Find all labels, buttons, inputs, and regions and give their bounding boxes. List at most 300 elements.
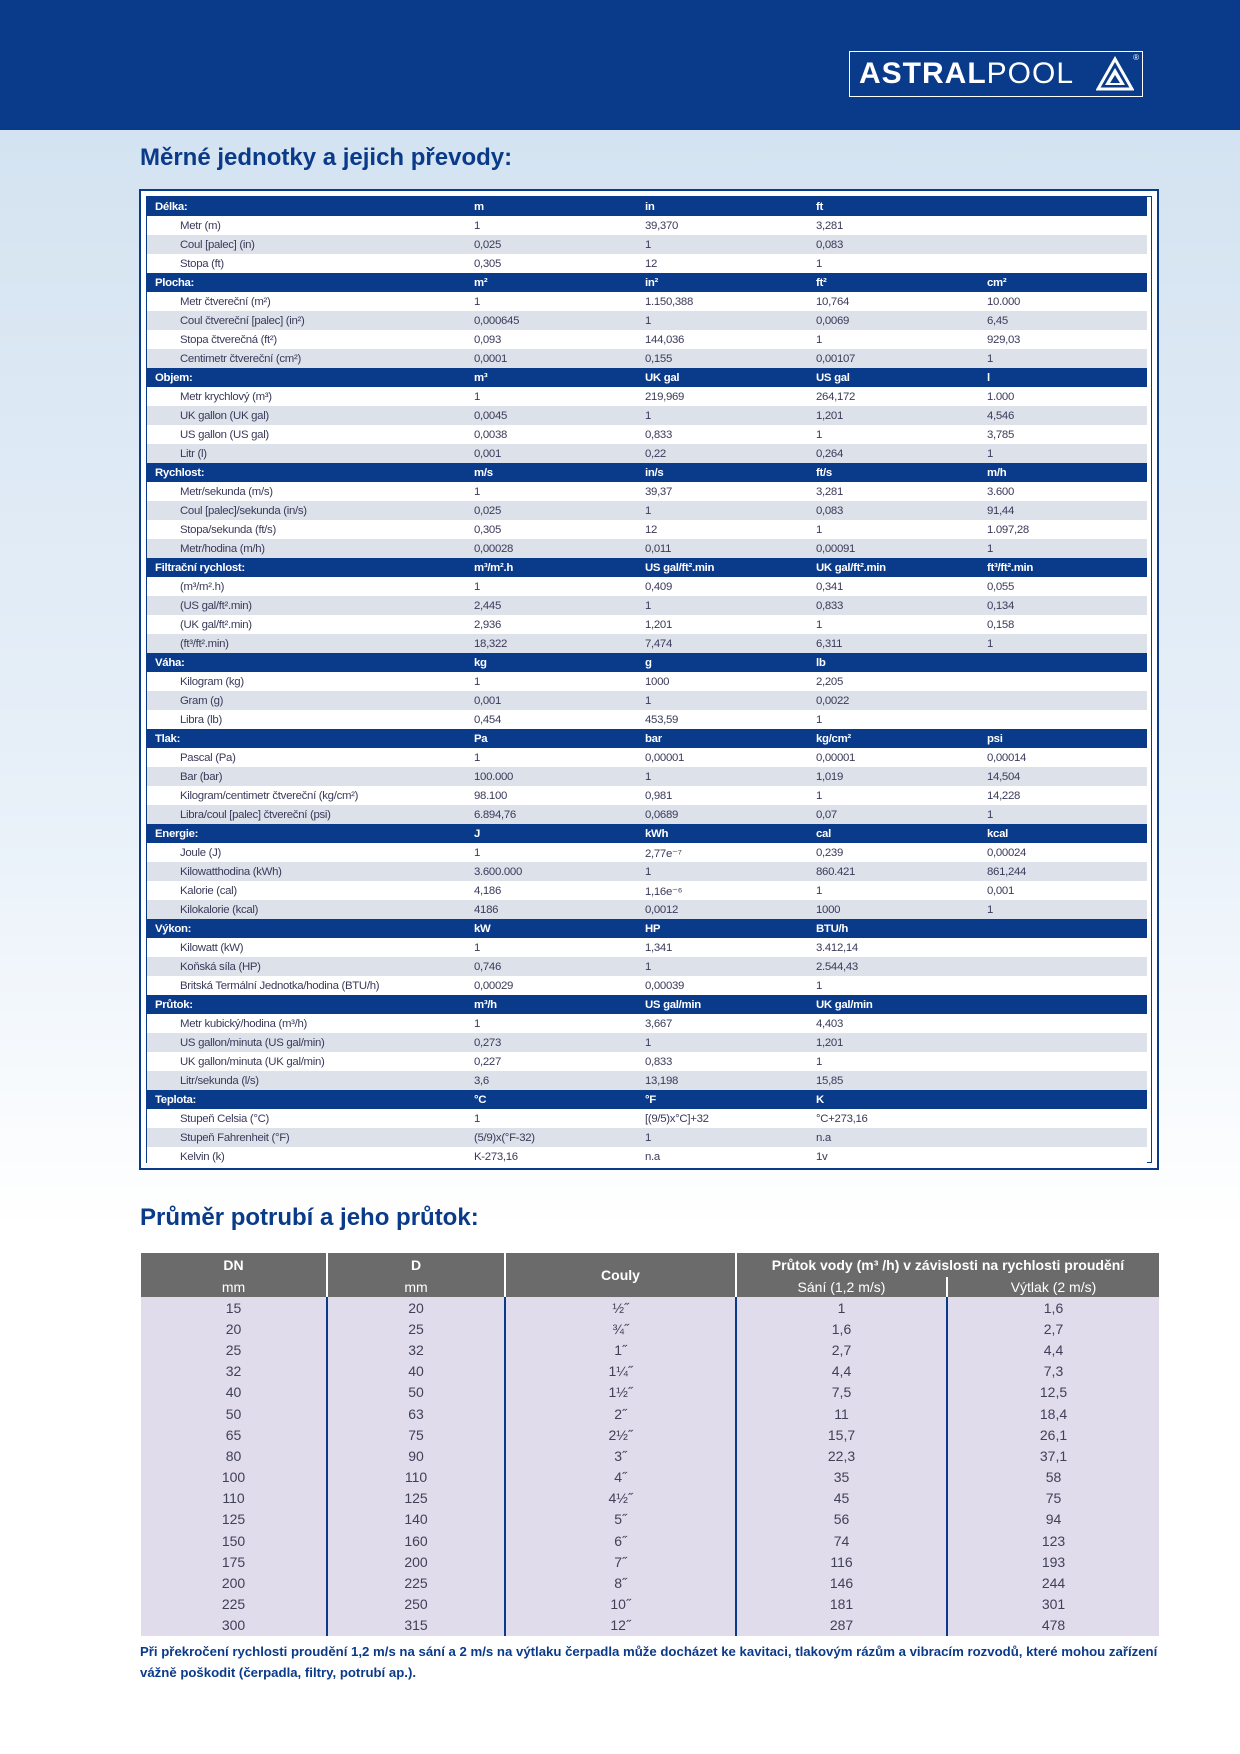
conversion-value-cell: 0,001	[474, 444, 645, 463]
d-cell: 110	[327, 1467, 505, 1488]
conversion-row	[147, 786, 1147, 805]
conversion-section-header	[147, 368, 1147, 387]
conversion-section-header	[147, 197, 1147, 216]
conversion-value-cell	[987, 1128, 1147, 1147]
dn-cell: 40	[141, 1382, 327, 1403]
couly-cell: ¾˝	[505, 1318, 736, 1339]
conversion-value-cell: 0,264	[816, 444, 987, 463]
couly-cell: 1¼˝	[505, 1361, 736, 1382]
unit-label-cell: Litr/sekunda (l/s)	[147, 1071, 474, 1090]
conversion-value-cell: 1,201	[816, 406, 987, 425]
conversion-value-cell: 1	[474, 216, 645, 235]
unit-label-cell: Metr/hodina (m/h)	[147, 539, 474, 558]
conversion-row	[147, 1052, 1147, 1071]
unit-header-cell: kg/cm²	[816, 729, 987, 748]
conversion-value-cell: 861,244	[987, 862, 1147, 881]
conversion-row	[147, 254, 1147, 273]
conversion-value-cell	[987, 691, 1147, 710]
conversion-row	[147, 900, 1147, 919]
pipe-row	[141, 1530, 1159, 1551]
conversion-value-cell: 0,001	[987, 881, 1147, 900]
conversion-value-cell: 0,00024	[987, 843, 1147, 862]
conversion-value-cell: 1000	[645, 672, 816, 691]
pipe-row	[141, 1467, 1159, 1488]
d-cell: 40	[327, 1361, 505, 1382]
dn-cell: 125	[141, 1509, 327, 1530]
conversion-table-frame	[139, 189, 1159, 1170]
conversion-row	[147, 748, 1147, 767]
unit-label-cell: Kilokalorie (kcal)	[147, 900, 474, 919]
conversion-value-cell: 1.150,388	[645, 292, 816, 311]
conversion-value-cell: 2,205	[816, 672, 987, 691]
section-title: Teplota:	[147, 1090, 474, 1109]
section-title: Filtrační rychlost:	[147, 558, 474, 577]
conversion-row	[147, 843, 1147, 862]
conversion-row	[147, 881, 1147, 900]
conversion-value-cell: 13,198	[645, 1071, 816, 1090]
conversion-value-cell: 18,322	[474, 634, 645, 653]
d-cell: 140	[327, 1509, 505, 1530]
suction-flow-cell: 181	[736, 1594, 947, 1615]
conversion-value-cell: 860.421	[816, 862, 987, 881]
conversion-section-header	[147, 558, 1147, 577]
conversion-section-header	[147, 1090, 1147, 1109]
conversion-value-cell: 1	[645, 957, 816, 976]
unit-label-cell: Stupeň Celsia (°C)	[147, 1109, 474, 1128]
unit-label-cell: Kilowatthodina (kWh)	[147, 862, 474, 881]
conversion-value-cell: 0,0069	[816, 311, 987, 330]
conversion-value-cell: 1	[645, 862, 816, 881]
unit-label-cell: Joule (J)	[147, 843, 474, 862]
conversion-value-cell: 1	[816, 976, 987, 995]
conversion-row	[147, 539, 1147, 558]
conversion-value-cell: 1	[645, 767, 816, 786]
conversion-value-cell	[987, 1147, 1147, 1166]
conversion-value-cell: 0,0012	[645, 900, 816, 919]
unit-header-cell: ft/s	[816, 463, 987, 482]
conversion-section-header	[147, 995, 1147, 1014]
unit-label-cell: (UK gal/ft².min)	[147, 615, 474, 634]
conversion-value-cell: 2,445	[474, 596, 645, 615]
registered-mark: ®	[1133, 53, 1139, 62]
couly-cell: 3˝	[505, 1445, 736, 1466]
conversion-value-cell: 39,37	[645, 482, 816, 501]
conversion-value-cell	[987, 672, 1147, 691]
conversion-value-cell	[987, 938, 1147, 957]
conversion-row	[147, 1071, 1147, 1090]
unit-label-cell: Metr (m)	[147, 216, 474, 235]
conversion-value-cell: 1,201	[645, 615, 816, 634]
unit-header-cell: kg	[474, 653, 645, 672]
conversion-row	[147, 862, 1147, 881]
conversion-value-cell: 7,474	[645, 634, 816, 653]
unit-label-cell: Coul [palec] (in)	[147, 235, 474, 254]
unit-header-cell: HP	[645, 919, 816, 938]
section-title: Objem:	[147, 368, 474, 387]
section-title: Délka:	[147, 197, 474, 216]
unit-header-cell: BTU/h	[816, 919, 987, 938]
conversion-value-cell: 1	[816, 330, 987, 349]
conversion-value-cell: 0,981	[645, 786, 816, 805]
suction-header: Sání (1,2 m/s)	[736, 1277, 947, 1297]
unit-label-cell: US gallon (US gal)	[147, 425, 474, 444]
conversion-value-cell	[987, 1071, 1147, 1090]
unit-label-cell: Coul čtvereční [palec] (in²)	[147, 311, 474, 330]
conversion-value-cell: 0,00091	[816, 539, 987, 558]
conversion-value-cell: 1	[474, 672, 645, 691]
conversion-value-cell	[987, 1014, 1147, 1033]
unit-header-cell: Pa	[474, 729, 645, 748]
unit-header-cell: kcal	[987, 824, 1147, 843]
conversion-value-cell: 0,0001	[474, 349, 645, 368]
conversion-value-cell: 14,504	[987, 767, 1147, 786]
brand-wordmark: ASTRALPOOL	[859, 57, 1075, 90]
conversion-value-cell: 1	[816, 254, 987, 273]
unit-header-cell: m/h	[987, 463, 1147, 482]
conversion-row	[147, 1033, 1147, 1052]
conversion-value-cell: 91,44	[987, 501, 1147, 520]
conversion-value-cell: 0,00107	[816, 349, 987, 368]
pipe-section-title: Průměr potrubí a jeho průtok:	[140, 1204, 479, 1231]
conversion-value-cell: 4,403	[816, 1014, 987, 1033]
unit-label-cell: Gram (g)	[147, 691, 474, 710]
conversion-value-cell: 1,019	[816, 767, 987, 786]
couly-cell: 4˝	[505, 1467, 736, 1488]
conversion-row	[147, 482, 1147, 501]
couly-cell: 8˝	[505, 1572, 736, 1593]
discharge-flow-cell: 2,7	[947, 1318, 1159, 1339]
unit-header-cell	[987, 197, 1147, 216]
conversion-row	[147, 425, 1147, 444]
d-cell: 50	[327, 1382, 505, 1403]
discharge-flow-cell: 301	[947, 1594, 1159, 1615]
conversion-value-cell: 0,158	[987, 615, 1147, 634]
discharge-flow-cell: 75	[947, 1488, 1159, 1509]
conversion-value-cell	[987, 1109, 1147, 1128]
conversion-value-cell: 2,77e⁻⁷	[645, 843, 816, 862]
unit-label-cell: Stopa/sekunda (ft/s)	[147, 520, 474, 539]
conversion-value-cell: 0,833	[645, 1052, 816, 1071]
unit-label-cell: UK gallon (UK gal)	[147, 406, 474, 425]
discharge-flow-cell: 1,6	[947, 1297, 1159, 1318]
conversion-value-cell: 1	[645, 1033, 816, 1052]
section-title: Rychlost:	[147, 463, 474, 482]
conversion-value-cell	[987, 1052, 1147, 1071]
conversion-value-cell: 6,45	[987, 311, 1147, 330]
conversion-value-cell: 4186	[474, 900, 645, 919]
couly-cell: 1˝	[505, 1339, 736, 1360]
conversion-value-cell: 1	[474, 1014, 645, 1033]
unit-header-cell: UK gal/min	[816, 995, 987, 1014]
conversion-row	[147, 615, 1147, 634]
conversion-value-cell: 0,22	[645, 444, 816, 463]
unit-header-cell: kW	[474, 919, 645, 938]
conversion-value-cell	[987, 254, 1147, 273]
pipe-row	[141, 1509, 1159, 1530]
d-unit-header: mm	[327, 1277, 505, 1297]
conversion-value-cell: 10,764	[816, 292, 987, 311]
suction-flow-cell: 56	[736, 1509, 947, 1530]
couly-cell: 2½˝	[505, 1424, 736, 1445]
conversion-value-cell: 1	[474, 843, 645, 862]
conversion-row	[147, 957, 1147, 976]
conversion-value-cell: 0,227	[474, 1052, 645, 1071]
conversion-value-cell	[987, 1033, 1147, 1052]
pipe-row	[141, 1403, 1159, 1424]
discharge-flow-cell: 26,1	[947, 1424, 1159, 1445]
discharge-flow-cell: 12,5	[947, 1382, 1159, 1403]
couly-header: Couly	[505, 1253, 736, 1297]
pipe-row	[141, 1318, 1159, 1339]
unit-header-cell: cm²	[987, 273, 1147, 292]
dn-cell: 110	[141, 1488, 327, 1509]
conversion-value-cell: 4,186	[474, 881, 645, 900]
conversion-row	[147, 710, 1147, 729]
conversion-value-cell: 6.894,76	[474, 805, 645, 824]
unit-label-cell: Libra/coul [palec] čtvereční (psi)	[147, 805, 474, 824]
d-cell: 20	[327, 1297, 505, 1318]
conversion-value-cell: 0,093	[474, 330, 645, 349]
conversion-row	[147, 349, 1147, 368]
conversion-row	[147, 501, 1147, 520]
unit-header-cell	[987, 1090, 1147, 1109]
conversion-value-cell: °C+273,16	[816, 1109, 987, 1128]
conversion-value-cell: n.a	[816, 1128, 987, 1147]
suction-flow-cell: 287	[736, 1615, 947, 1636]
discharge-flow-cell: 123	[947, 1530, 1159, 1551]
conversion-row	[147, 444, 1147, 463]
unit-header-cell: cal	[816, 824, 987, 843]
conversion-value-cell: 2,936	[474, 615, 645, 634]
conversion-section-header	[147, 653, 1147, 672]
conversion-row	[147, 672, 1147, 691]
conversion-value-cell: 6,311	[816, 634, 987, 653]
d-cell: 250	[327, 1594, 505, 1615]
section-title: Tlak:	[147, 729, 474, 748]
conversion-value-cell: 0,155	[645, 349, 816, 368]
d-cell: 160	[327, 1530, 505, 1551]
unit-label-cell: Kalorie (cal)	[147, 881, 474, 900]
pipe-row	[141, 1424, 1159, 1445]
unit-header-cell: m/s	[474, 463, 645, 482]
conversion-row	[147, 1014, 1147, 1033]
pipe-row	[141, 1594, 1159, 1615]
suction-flow-cell: 146	[736, 1572, 947, 1593]
conversion-value-cell: 0,011	[645, 539, 816, 558]
conversion-row	[147, 235, 1147, 254]
conversion-value-cell: 0,746	[474, 957, 645, 976]
conversion-row	[147, 634, 1147, 653]
discharge-flow-cell: 18,4	[947, 1403, 1159, 1424]
conversion-value-cell: 1	[987, 539, 1147, 558]
conversion-row	[147, 520, 1147, 539]
conversion-value-cell: n.a	[645, 1147, 816, 1166]
conversion-value-cell: 0,00014	[987, 748, 1147, 767]
discharge-flow-cell: 4,4	[947, 1339, 1159, 1360]
conversion-value-cell	[987, 710, 1147, 729]
unit-header-cell: US gal/ft².min	[645, 558, 816, 577]
conversion-value-cell: 1	[816, 425, 987, 444]
conversion-value-cell: 12	[645, 254, 816, 273]
conversion-value-cell: 0,341	[816, 577, 987, 596]
conversion-value-cell: [(9/5)x°C]+32	[645, 1109, 816, 1128]
conversion-value-cell: 453,59	[645, 710, 816, 729]
suction-flow-cell: 35	[736, 1467, 947, 1488]
unit-label-cell: Libra (lb)	[147, 710, 474, 729]
conversion-value-cell: 1,201	[816, 1033, 987, 1052]
unit-header-cell: lb	[816, 653, 987, 672]
conversion-row	[147, 1109, 1147, 1128]
unit-label-cell: Koňská síla (HP)	[147, 957, 474, 976]
conversion-value-cell: 0,454	[474, 710, 645, 729]
conversion-value-cell: 0,055	[987, 577, 1147, 596]
suction-flow-cell: 1	[736, 1297, 947, 1318]
unit-label-cell: Metr krychlový (m³)	[147, 387, 474, 406]
pipe-table-body	[141, 1297, 1159, 1636]
unit-header-cell	[987, 995, 1147, 1014]
dn-unit-header: mm	[141, 1277, 327, 1297]
conversion-value-cell: 1	[816, 710, 987, 729]
unit-header-cell: l	[987, 368, 1147, 387]
unit-label-cell: Metr/sekunda (m/s)	[147, 482, 474, 501]
conversion-table-body	[147, 197, 1147, 1166]
dn-cell: 20	[141, 1318, 327, 1339]
conversion-value-cell: 0,000645	[474, 311, 645, 330]
d-cell: 315	[327, 1615, 505, 1636]
dn-cell: 100	[141, 1467, 327, 1488]
conversion-row	[147, 311, 1147, 330]
couly-cell: 2˝	[505, 1403, 736, 1424]
conversion-value-cell: 1	[987, 634, 1147, 653]
d-header: D	[327, 1253, 505, 1277]
conversion-value-cell: 1	[645, 235, 816, 254]
conversion-value-cell: 1	[645, 596, 816, 615]
couly-cell: 5˝	[505, 1509, 736, 1530]
conversion-value-cell: 0,833	[645, 425, 816, 444]
conversion-section-header	[147, 824, 1147, 843]
conversion-value-cell: 0,273	[474, 1033, 645, 1052]
conversion-value-cell: 219,969	[645, 387, 816, 406]
dn-cell: 225	[141, 1594, 327, 1615]
section-title: Průtok:	[147, 995, 474, 1014]
conversion-value-cell: 1	[474, 387, 645, 406]
conversion-value-cell: 10.000	[987, 292, 1147, 311]
unit-label-cell: Stupeň Fahrenheit (°F)	[147, 1128, 474, 1147]
section-title: Plocha:	[147, 273, 474, 292]
conversion-value-cell: 0,134	[987, 596, 1147, 615]
flow-header: Průtok vody (m³ /h) v závislosti na rychlosti proudění	[736, 1253, 1159, 1277]
discharge-header: Výtlak (2 m/s)	[947, 1277, 1159, 1297]
d-cell: 125	[327, 1488, 505, 1509]
conversion-value-cell: 0,305	[474, 254, 645, 273]
conversion-table	[147, 197, 1147, 1166]
suction-flow-cell: 45	[736, 1488, 947, 1509]
unit-label-cell: Britská Termální Jednotka/hodina (BTU/h)	[147, 976, 474, 995]
couly-cell: 10˝	[505, 1594, 736, 1615]
conversion-value-cell: 1	[645, 691, 816, 710]
conversion-value-cell: 0,001	[474, 691, 645, 710]
conversion-value-cell: 0,025	[474, 235, 645, 254]
discharge-flow-cell: 244	[947, 1572, 1159, 1593]
conversion-value-cell: 3.600	[987, 482, 1147, 501]
pipe-row	[141, 1615, 1159, 1636]
unit-header-cell: kWh	[645, 824, 816, 843]
dn-header: DN	[141, 1253, 327, 1277]
dn-cell: 300	[141, 1615, 327, 1636]
conversion-value-cell: 3,281	[816, 216, 987, 235]
unit-label-cell: Stopa čtverečná (ft²)	[147, 330, 474, 349]
conversion-row	[147, 938, 1147, 957]
unit-header-cell: g	[645, 653, 816, 672]
unit-label-cell: Kilowatt (kW)	[147, 938, 474, 957]
couly-cell: ½˝	[505, 1297, 736, 1318]
conversion-value-cell: 1	[474, 938, 645, 957]
unit-label-cell: Pascal (Pa)	[147, 748, 474, 767]
conversion-value-cell: 100.000	[474, 767, 645, 786]
d-cell: 75	[327, 1424, 505, 1445]
pipe-row	[141, 1361, 1159, 1382]
discharge-flow-cell: 478	[947, 1615, 1159, 1636]
couly-cell: 12˝	[505, 1615, 736, 1636]
conversion-row	[147, 387, 1147, 406]
conversion-value-cell: 1v	[816, 1147, 987, 1166]
conversion-value-cell: 1,16e⁻⁶	[645, 881, 816, 900]
conversion-value-cell: 3.412,14	[816, 938, 987, 957]
unit-label-cell: Bar (bar)	[147, 767, 474, 786]
conversion-value-cell: 4,546	[987, 406, 1147, 425]
conversion-row	[147, 1147, 1147, 1166]
conversion-row	[147, 596, 1147, 615]
conversion-section-header	[147, 463, 1147, 482]
page-header-band	[0, 0, 1240, 130]
conversion-value-cell: 12	[645, 520, 816, 539]
conversion-value-cell: 3,6	[474, 1071, 645, 1090]
pipe-row	[141, 1382, 1159, 1403]
unit-header-cell: ft	[816, 197, 987, 216]
conversion-value-cell: 1	[816, 1052, 987, 1071]
unit-label-cell: UK gallon/minuta (UK gal/min)	[147, 1052, 474, 1071]
pipe-row	[141, 1297, 1159, 1318]
suction-flow-cell: 2,7	[736, 1339, 947, 1360]
conversion-value-cell	[987, 976, 1147, 995]
couly-cell: 1½˝	[505, 1382, 736, 1403]
conversion-value-cell: 0,0689	[645, 805, 816, 824]
suction-flow-cell: 116	[736, 1551, 947, 1572]
section-title: Výkon:	[147, 919, 474, 938]
conversion-section-header	[147, 919, 1147, 938]
conversion-value-cell: 1	[474, 482, 645, 501]
discharge-flow-cell: 37,1	[947, 1445, 1159, 1466]
couly-cell: 7˝	[505, 1551, 736, 1572]
conversion-value-cell: 0,083	[816, 501, 987, 520]
conversion-value-cell: (5/9)x(°F-32)	[474, 1128, 645, 1147]
conversion-value-cell: 1	[474, 577, 645, 596]
conversion-value-cell	[987, 216, 1147, 235]
unit-header-cell: bar	[645, 729, 816, 748]
conversion-row	[147, 216, 1147, 235]
conversion-row	[147, 691, 1147, 710]
conversion-value-cell: 1	[987, 805, 1147, 824]
dn-cell: 50	[141, 1403, 327, 1424]
conversion-value-cell: 1	[474, 292, 645, 311]
d-cell: 90	[327, 1445, 505, 1466]
suction-flow-cell: 1,6	[736, 1318, 947, 1339]
unit-header-cell: °F	[645, 1090, 816, 1109]
conversion-section-header	[147, 729, 1147, 748]
conversion-value-cell: 929,03	[987, 330, 1147, 349]
suction-flow-cell: 7,5	[736, 1382, 947, 1403]
unit-label-cell: Centimetr čtvereční (cm²)	[147, 349, 474, 368]
